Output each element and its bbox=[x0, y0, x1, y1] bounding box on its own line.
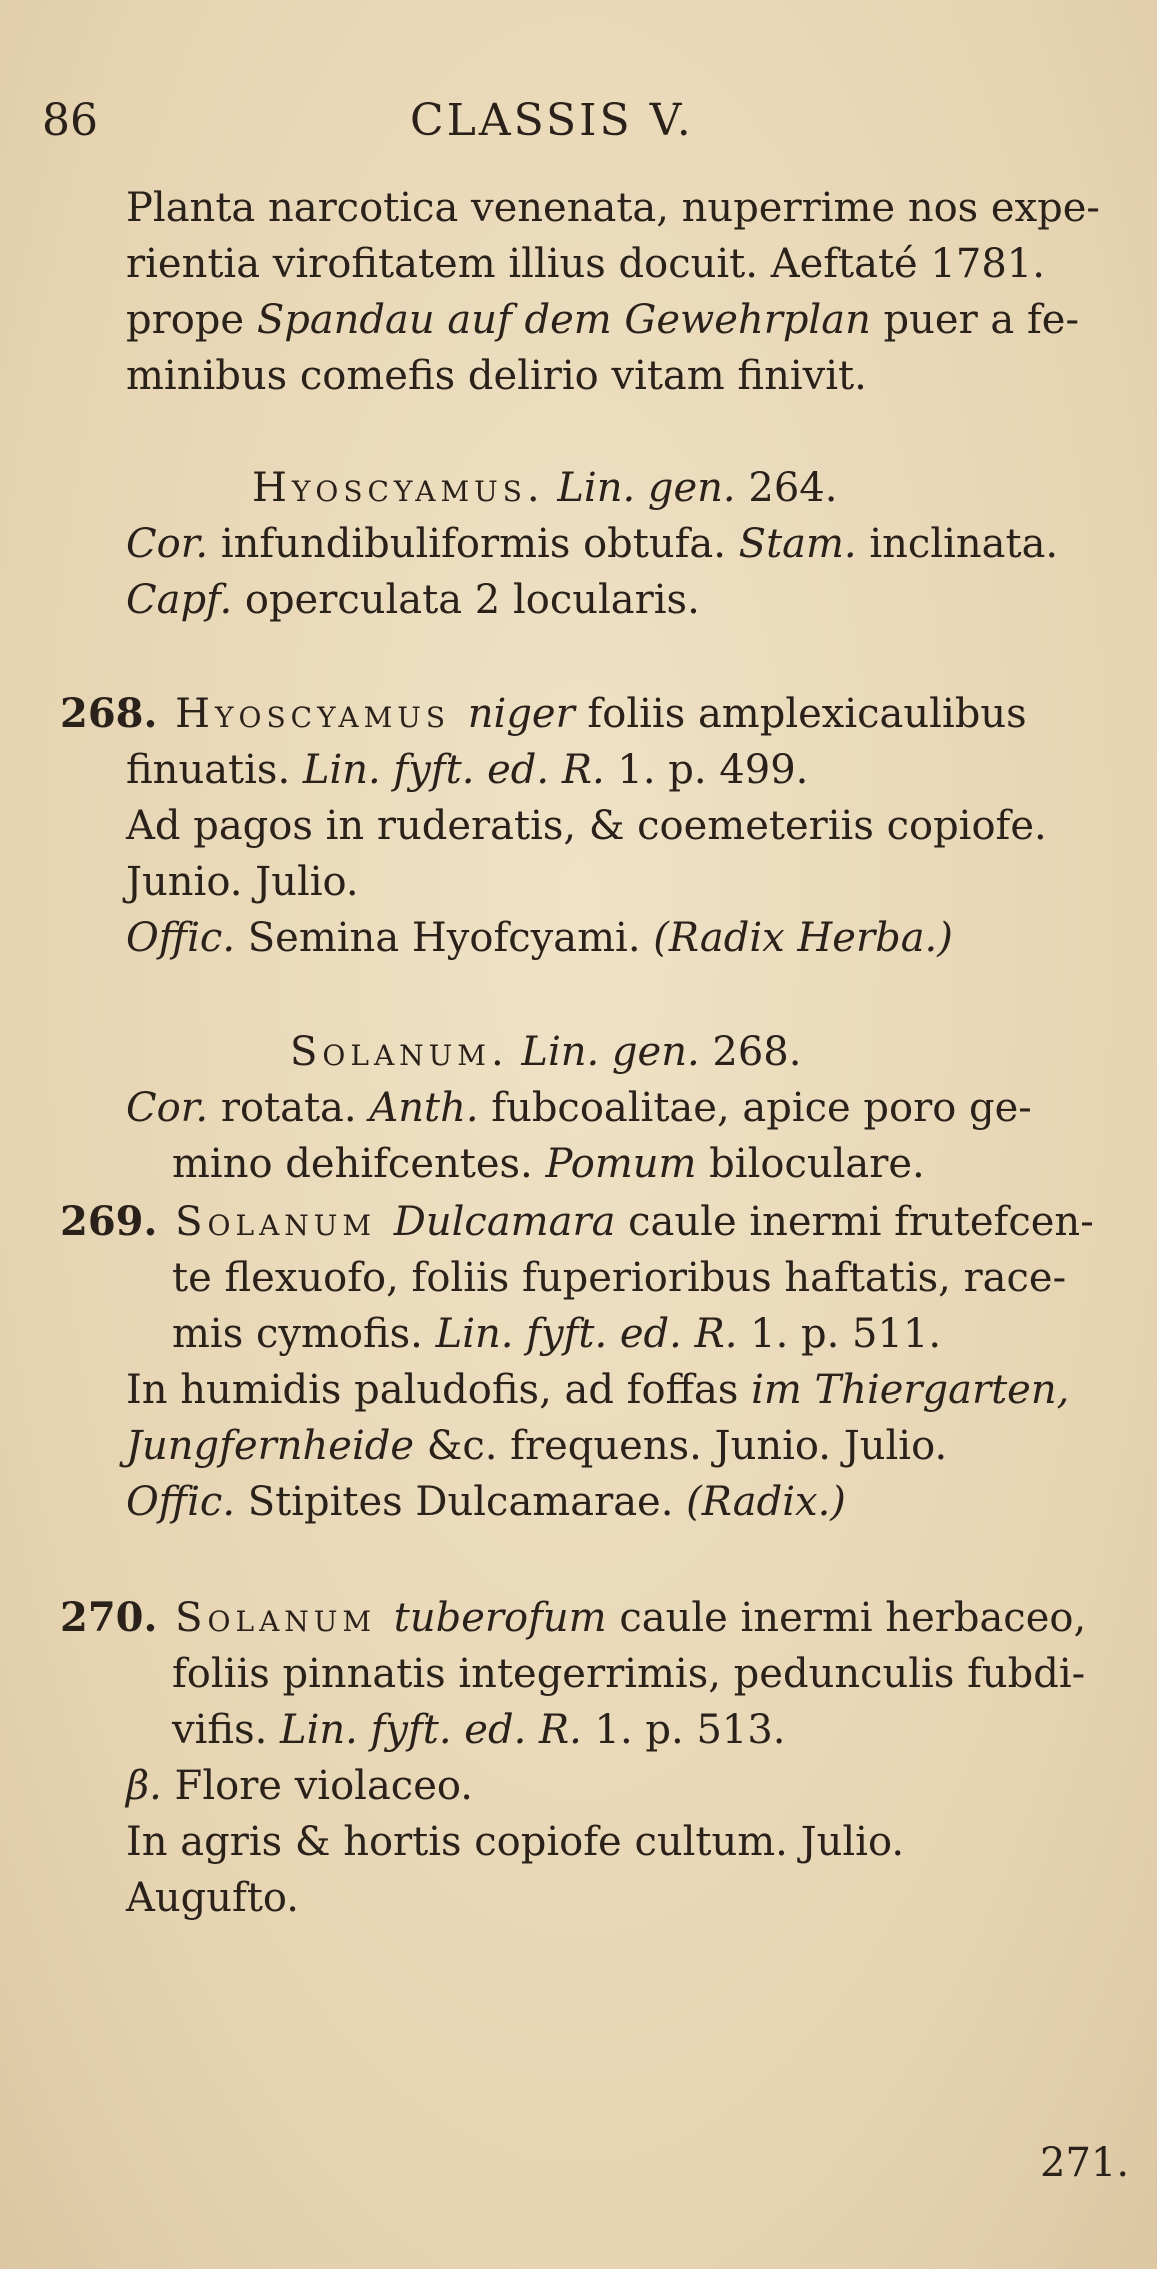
genus-heading: Hyoscyamus. Lin. gen. 264. bbox=[252, 465, 838, 511]
text-line: Augufto. bbox=[126, 1875, 299, 1921]
page-header bbox=[42, 95, 1122, 155]
variety-line: β. Flore violaceo. bbox=[126, 1763, 473, 1809]
text-line: In agris & hortis copiofe cultum. Julio. bbox=[126, 1819, 905, 1865]
text-line: vifis. Lin. fyft. ed. R. 1. p. 513. bbox=[172, 1707, 786, 1753]
text-line: mis cymofis. Lin. fyft. ed. R. 1. p. 511. bbox=[172, 1311, 942, 1357]
text-line: In humidis paludofis, ad foffas im Thiergarten, bbox=[126, 1367, 1070, 1413]
running-title: CLASSIS V. bbox=[410, 95, 694, 146]
text-line: minibus comefis delirio vitam finivit. bbox=[126, 353, 867, 399]
text-line: te flexuofo, foliis fuperioribus haftatis, race- bbox=[172, 1255, 1067, 1301]
species-entry: 270. Solanum tuberofum caule inermi herbaceo, bbox=[60, 1594, 1087, 1641]
genus-character: Cor. infundibuliformis obtufa. Stam. inclinata. bbox=[126, 521, 1059, 567]
genus-character: mino dehifcentes. Pomum biloculare. bbox=[172, 1141, 925, 1187]
genus-heading: Solanum. Lin. gen. 268. bbox=[290, 1029, 802, 1075]
species-entry: 269. Solanum Dulcamara caule inermi frutefcen- bbox=[60, 1198, 1094, 1245]
genus-character: Cor. rotata. Anth. fubcoalitae, apice poro ge- bbox=[126, 1085, 1032, 1131]
text-line: prope Spandau auf dem Gewehrplan puer a fe- bbox=[126, 297, 1079, 343]
officinal-line: Offic. Stipites Dulcamarae. (Radix.) bbox=[126, 1479, 846, 1525]
genus-character: Capf. operculata 2 locularis. bbox=[126, 577, 700, 623]
catchword: 271. bbox=[1040, 2140, 1130, 2186]
text-line: Ad pagos in ruderatis, & coemeteriis copiofe. bbox=[126, 803, 1047, 849]
text-line: rientia virofitatem illius docuit. Aeftaté 1781. bbox=[126, 241, 1045, 287]
text-line: finuatis. Lin. fyft. ed. R. 1. p. 499. bbox=[126, 747, 809, 793]
page-number: 86 bbox=[42, 95, 98, 146]
text-line: foliis pinnatis integerrimis, pedunculis fubdi- bbox=[172, 1651, 1086, 1697]
text-line: Planta narcotica venenata, nuperrime nos expe- bbox=[126, 185, 1100, 231]
officinal-line: Offic. Semina Hyofcyami. (Radix Herba.) bbox=[126, 915, 953, 961]
text-line: Jungfernheide &c. frequens. Junio. Julio. bbox=[126, 1423, 948, 1469]
species-entry: 268. Hyoscyamus niger foliis amplexicaulibus bbox=[60, 690, 1027, 737]
text-line: Junio. Julio. bbox=[126, 859, 359, 905]
